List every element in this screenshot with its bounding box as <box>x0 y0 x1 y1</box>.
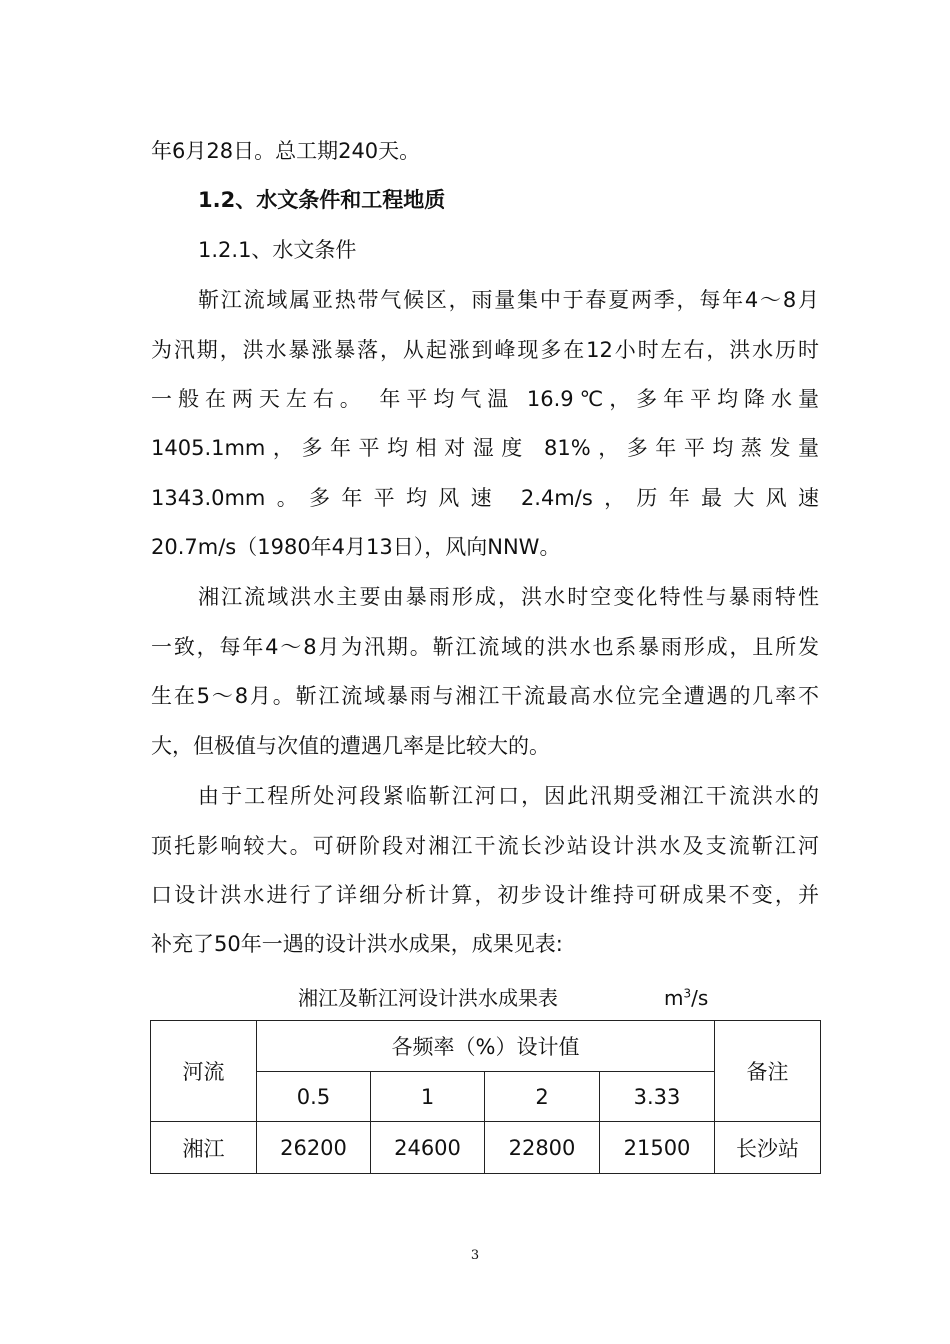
value-cell: 21500 <box>600 1122 715 1174</box>
text-line: 1343.0mm。多年平均风速 2.4m/s，历年最大风速 <box>151 486 819 510</box>
text-line: 口设计洪水进行了详细分析计算，初步设计维持可研成果不变，并 <box>151 883 819 907</box>
text-line: 为汛期，洪水暴涨暴落，从起涨到峰现多在12小时左右，洪水历时 <box>151 338 819 362</box>
header-frequency: 各频率（%）设计值 <box>257 1021 715 1072</box>
value-cell: 22800 <box>485 1122 600 1174</box>
river-cell: 湘江 <box>151 1122 257 1174</box>
table-row <box>151 1122 821 1174</box>
unit-base: m <box>664 986 684 1010</box>
text-line: 补充了50年一遇的设计洪水成果，成果见表: <box>151 932 563 956</box>
subsection-heading: 1.2.1、水文条件 <box>198 238 357 262</box>
header-river: 河流 <box>151 1021 257 1122</box>
text-line: 一般在两天左右。 年平均气温 16.9℃，多年平均降水量 <box>151 387 819 411</box>
text-line: 大，但极值与次值的遭遇几率是比较大的。 <box>151 734 550 758</box>
text-line: 年6月28日。总工期240天。 <box>151 139 421 163</box>
text-line: 20.7m/s（1980年4月13日），风向NNW。 <box>151 535 561 559</box>
freq-cell: 0.5 <box>257 1072 371 1122</box>
table-caption: 湘江及靳江河设计洪水成果表 <box>298 986 558 1010</box>
text-line: 湘江流域洪水主要由暴雨形成，洪水时空变化特性与暴雨特性 <box>198 585 819 609</box>
table-unit <box>664 983 708 1013</box>
header-note: 备注 <box>715 1021 821 1122</box>
freq-cell: 3.33 <box>600 1072 715 1122</box>
flood-table <box>150 1020 821 1174</box>
freq-cell: 2 <box>485 1072 600 1122</box>
text-line: 靳江流域属亚热带气候区，雨量集中于春夏两季，每年4～8月 <box>198 288 819 312</box>
text-line: 一致，每年4～8月为汛期。靳江流域的洪水也系暴雨形成，且所发 <box>151 635 819 659</box>
section-heading: 1.2、水文条件和工程地质 <box>198 188 446 212</box>
text-line: 顶托影响较大。可研阶段对湘江干流长沙站设计洪水及支流靳江河 <box>151 834 819 858</box>
unit-tail: /s <box>691 986 709 1010</box>
text-line: 1405.1mm，多年平均相对湿度 81%，多年平均蒸发量 <box>151 436 819 460</box>
freq-cell: 1 <box>371 1072 485 1122</box>
unit-exponent: 3 <box>683 986 692 1001</box>
page-number: 3 <box>470 1248 480 1263</box>
text-line: 由于工程所处河段紧临靳江河口，因此汛期受湘江干流洪水的 <box>198 784 819 808</box>
value-cell: 26200 <box>257 1122 371 1174</box>
text-line: 生在5～8月。靳江流域暴雨与湘江干流最高水位完全遭遇的几率不 <box>151 684 819 708</box>
value-cell: 24600 <box>371 1122 485 1174</box>
table-header-row <box>151 1021 821 1072</box>
note-cell: 长沙站 <box>715 1122 821 1174</box>
